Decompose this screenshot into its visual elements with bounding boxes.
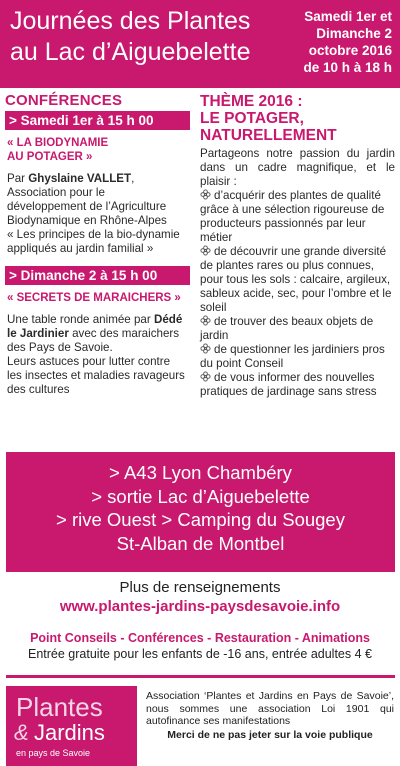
theme-line1: THÈME 2016 : [200, 93, 303, 110]
theme-intro: Partageons notre passion du jardin dans un cadre magnifique, et le plaisir : [200, 147, 395, 188]
theme-item-text: d’acquérir des plantes de qualité grâce à une sélection rigoureuse de producteurs passionnés par leur métier [200, 189, 385, 244]
more-info-label: Plus de renseignements [119, 579, 281, 596]
theme-item [200, 245, 395, 315]
theme-item [200, 371, 395, 399]
day1-talk-title [7, 136, 188, 164]
association-logo [6, 686, 137, 766]
theme-heading [200, 93, 395, 144]
flower-icon [200, 315, 211, 326]
theme-item [200, 343, 395, 371]
info-section [0, 578, 400, 662]
day1-desc-line: Association pour le [7, 186, 105, 199]
day1-title-line2: AU POTAGER » [7, 151, 93, 163]
flower-icon [200, 343, 211, 354]
theme-item-text: de trouver des beaux objets de jardin [200, 315, 374, 342]
theme-item [200, 315, 395, 343]
day1-desc-line: développement de l’Agriculture [7, 200, 167, 213]
theme-item [200, 189, 395, 245]
date-line3: octobre 2016 [308, 43, 392, 58]
entry-price-line: Entrée gratuite pour les enfants de -16 ans, entrée adultes 4 € [28, 647, 372, 661]
theme-item-text: de vous informer des nouvelles pratiques de jardinage sans stress [200, 371, 377, 398]
logo-line3: en pays de Savoie [16, 748, 91, 758]
footer-divider [6, 675, 395, 678]
day1-desc-line: « Les principes de la bio-dynamie [7, 228, 180, 241]
event-title-line1: Journées des Plantes [10, 7, 251, 35]
services-line: Point Conseils - Conférences - Restauration - Animations [30, 631, 370, 645]
flower-icon [200, 371, 211, 382]
event-title-line2: au Lac d’Aiguebelette [10, 38, 251, 66]
header-banner [0, 0, 400, 88]
flower-icon [200, 245, 211, 256]
website-link[interactable]: www.plantes-jardins-paysdesavoie.info [59, 598, 341, 615]
date-line1: Samedi 1er et [304, 9, 392, 24]
logo-ampersand: & [14, 720, 29, 745]
day2-speaker: Dédé le Jardinier [7, 313, 183, 340]
day2-desc-part1: Une table ronde animée par [7, 313, 154, 326]
theme-item-text: de questionner les jardiniers pros du point Conseil [200, 343, 385, 370]
direction-line: > sortie Lac d’Aiguebelette [91, 485, 310, 507]
logo-line2: Jardins [34, 720, 105, 745]
day2-talk-title: « SECRETS DE MARAICHERS » [7, 292, 181, 304]
date-line2: Dimanche 2 [316, 26, 392, 41]
theme-item-text: de découvrir une grande diversité de plantes rares ou plus connues, pour tous les sols : calcaire, argileux, sableux acide, sec, pour l’ombre et le soleil [200, 245, 392, 314]
logo-line1: Plantes [16, 692, 103, 722]
day2-description [7, 313, 188, 397]
direction-line: > rive Ouest > Camping du Sougey [56, 509, 345, 530]
direction-line: > A43 Lyon Chambéry [109, 462, 292, 483]
event-title [10, 6, 260, 68]
conferences-section [5, 92, 190, 405]
day1-desc-line: appliqués au jardin familial » [7, 242, 154, 255]
day1-desc-line: Biodynamique en Rhône-Alpes [7, 214, 167, 227]
directions-box [6, 452, 395, 572]
theme-line2: LE POTAGER, [200, 110, 304, 127]
association-description: Association ‘Plantes et Jardins en Pays de Savoie’, nous sommes une association Loi 1901 qui autofinance ses manifestations [146, 690, 394, 727]
day1-description: Par Ghyslaine VALLET, Association pour le développement de l’Agriculture Biodynamique en Rhône-Alpes « Les principes de la bio-dynamie appliqués au jardin familial » [7, 172, 188, 256]
direction-line: St-Alban de Montbel [116, 532, 285, 554]
association-text [146, 690, 394, 741]
day1-band: > Samedi 1er à 15 h 00 [5, 111, 190, 130]
day1-title-line1: « LA BIODYNAMIE [7, 137, 109, 149]
flower-icon [200, 189, 211, 200]
day2-desc2: Leurs astuces pour lutter contre les insectes et maladies ravageurs des cultures [7, 355, 185, 396]
date-line4: de 10 h à 18 h [303, 60, 392, 75]
day2-band: > Dimanche 2 à 15 h 00 [5, 266, 190, 285]
day2-desc-part2: avec des maraichers des Pays de Savoie. [7, 327, 180, 354]
litter-notice: Merci de ne pas jeter sur la voie publique [167, 728, 373, 741]
theme-section [200, 93, 395, 399]
theme-line3: NATURELLEMENT [200, 127, 337, 144]
event-date [262, 8, 392, 76]
day1-speaker-prefix: Par [7, 172, 29, 185]
conferences-heading: CONFÉRENCES [5, 92, 123, 109]
day1-speaker: Ghyslaine VALLET [28, 172, 132, 185]
